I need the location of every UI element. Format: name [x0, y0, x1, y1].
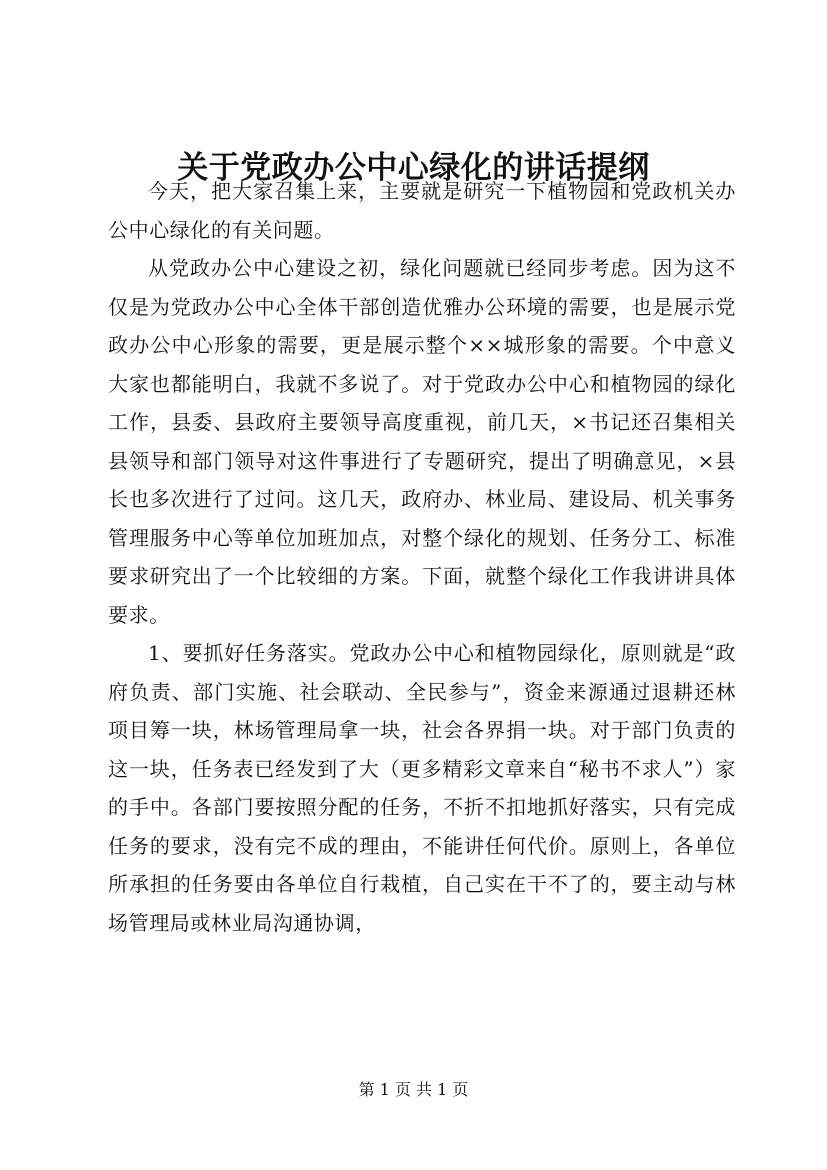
paragraph-3: 1、要抓好任务落实。党政办公中心和植物园绿化，原则就是“政府负责、部门实施、社会联动、全民参与”，资金来源通过退耕还林项目筹一块，林场管理局拿一块，社会各界捐一块。对于部门负责的这一块，任务表已经发到了大（更多精彩文章来自“秘书不求人”）家的手中。各部门要按照分配的任务，不折不扣地抓好落实，只有完成任务的要求，没有完不成的理由，不能讲任何代价。原则上，各单位所承担的任务要由各单位自行栽植，自己实在干不了的，要主动与林场管理局或林业局沟通协调， [108, 641, 736, 935]
document-body [108, 172, 736, 942]
paragraph-2: 从党政办公中心建设之初，绿化问题就已经同步考虑。因为这不仅是为党政办公中心全体干部创造优雅办公环境的需要，也是展示党政办公中心形象的需要，更是展示整个××城形象的需要。个中意义大家也都能明白，我就不多说了。对于党政办公中心和植物园的绿化工作，县委、县政府主要领导高度重视，前几天，×书记还召集相关县领导和部门领导对这件事进行了专题研究，提出了明确意见，×县长也多次进行了过问。这几天，政府办、林业局、建设局、机关事务管理服务中心等单位加班加点，对整个绿化的规划、任务分工、标准要求研究出了一个比较细的方案。下面，就整个绿化工作我讲讲具体要求。 [108, 256, 736, 627]
document-title: 关于党政办公中心绿化的讲话提纲 [177, 150, 650, 186]
paragraph-1: 今天，把大家召集上来，主要就是研究一下植物园和党政机关办公中心绿化的有关问题。 [108, 179, 736, 242]
page-footer: 第 1 页 共 1 页 [358, 1080, 469, 1099]
